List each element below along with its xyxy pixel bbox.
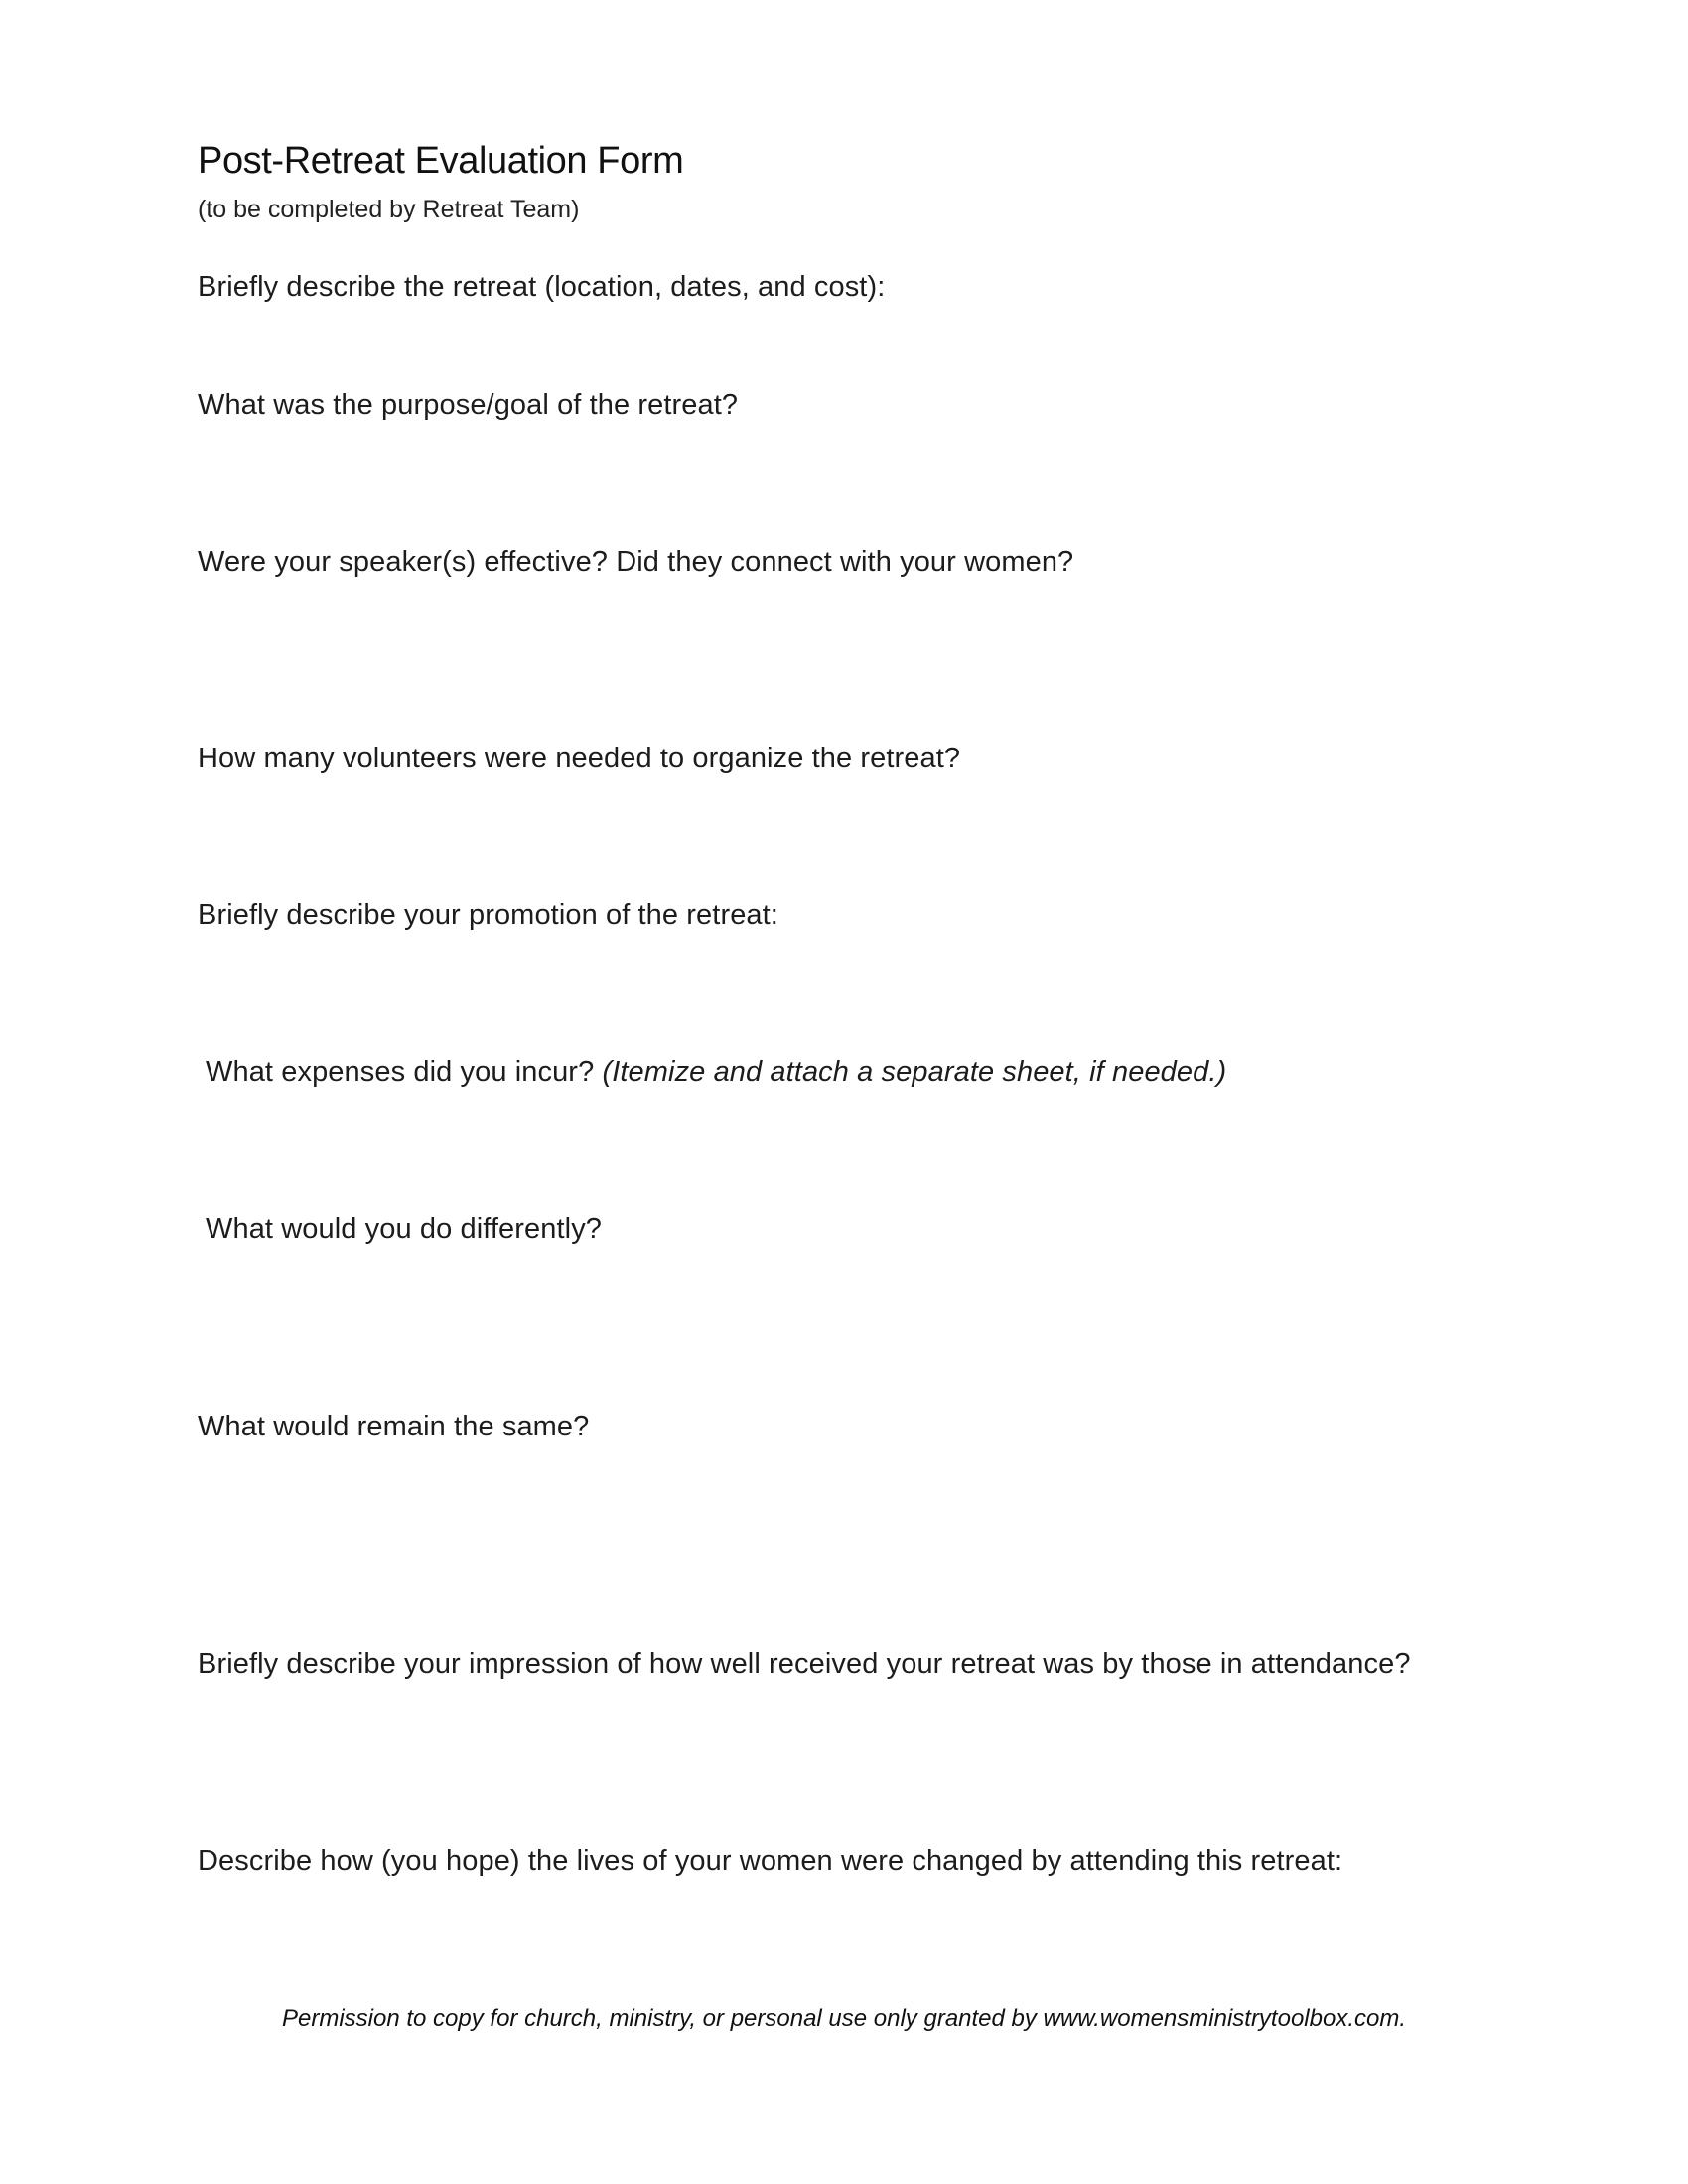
question-text: What expenses did you incur? [206, 1056, 595, 1088]
question-text: Describe how (you hope) the lives of your women were changed by attending this retreat: [198, 1845, 1343, 1877]
question-differently [206, 1213, 602, 1246]
question-retreat-description [198, 271, 885, 304]
question-text: What would you do differently? [206, 1213, 603, 1245]
permission-footer: Permission to copy for church, ministry, or personal use only granted by www.womensministrytoolbox.com. [282, 2005, 1406, 2032]
question-purpose [198, 389, 738, 422]
question-promotion [198, 899, 778, 932]
page-title: Post-Retreat Evaluation Form [198, 140, 684, 182]
question-impression [198, 1648, 1411, 1681]
question-remain-same [198, 1411, 589, 1443]
question-text: What would remain the same? [198, 1411, 590, 1442]
question-text: Briefly describe the retreat (location, dates, and cost): [198, 271, 886, 303]
question-text: Briefly describe your promotion of the retreat: [198, 899, 778, 931]
question-expenses [206, 1056, 1226, 1089]
question-text: Briefly describe your impression of how well received your retreat was by those in attendance? [198, 1648, 1411, 1680]
question-text: Were your speaker(s) effective? Did they connect with your women? [198, 546, 1074, 578]
question-speakers [198, 546, 1073, 579]
question-note: (Itemize and attach a separate sheet, if needed.) [602, 1056, 1227, 1088]
page-subtitle: (to be completed by Retreat Team) [198, 196, 580, 223]
question-text: What was the purpose/goal of the retreat? [198, 389, 739, 421]
question-lives-changed [198, 1845, 1342, 1878]
question-text: How many volunteers were needed to organize the retreat? [198, 743, 961, 774]
question-volunteers [198, 743, 960, 775]
